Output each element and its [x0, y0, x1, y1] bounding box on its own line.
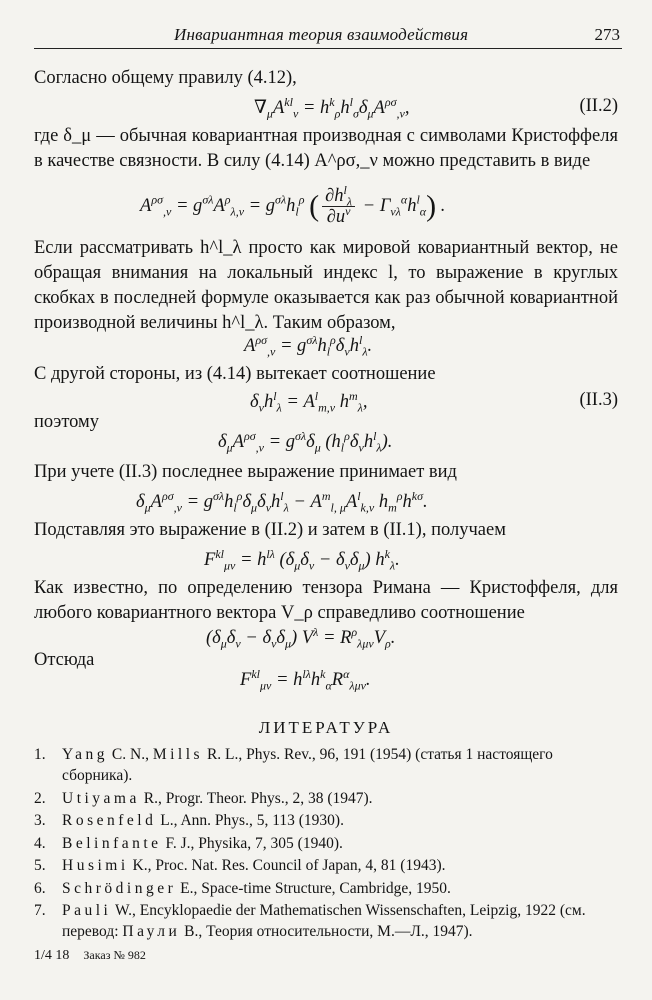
order-number: Заказ № 982 [83, 948, 146, 962]
paragraph-9: Отсюда [34, 650, 95, 670]
equation-number-ii-2: (II.2) [579, 96, 618, 116]
signature-mark: 1/4 18 [34, 948, 70, 963]
equation-riemann: $(\delta_\mu\delta_\nu - \delta_\nu\delta_\mu) V^\lambda = R^\rho_{\lambda\mu\nu}V_\rho$. [206, 624, 396, 651]
equation-a-rho-sigma: $A^{\rho\sigma}_{,\nu} = g^{\sigma\lambda}h_l^\rho\delta_\nu h^l_\lambda$. [244, 332, 373, 359]
running-title: Инвариантная теория взаимодействия [174, 25, 469, 44]
equation-ii-3: $\delta_\nu h^l_\lambda = A^l_{m,\nu}$ $h^m_\lambda$, [250, 388, 368, 415]
equation-covariant-derivative: $A^{\rho\sigma}_{,\nu} = g^{\sigma\lambda}A^\rho_{\lambda,\nu} = g^{\sigma\lambda}h_l^\rho$ ( $\frac{\partial h^l_\lambda}{\partial u^\nu}$ − $\Gamma_{\nu\lambda}^\alpha h^l_\alpha$) . [140, 182, 446, 227]
paragraph-4: С другой стороны, из (4.14) вытекает соотношение [34, 364, 436, 384]
reference-list [34, 744, 622, 944]
running-header [34, 22, 622, 49]
equation-f-kl: $F^{kl}_{\mu\nu} = h^{l\lambda}$ $(\delta_\mu\delta_\nu - \delta_\nu\delta_\mu)$ $h^k_\lambda$. [204, 546, 400, 573]
print-footer [34, 948, 146, 964]
reference-item-4: 4. Belinfante F. J., Physika, 7, 305 (1940). [34, 834, 343, 852]
reference-item-1: 1. Yang C. N., Mills R. L., Phys. Rev., 96, 191 (1954) (статья 1 настоящего сборника). [34, 746, 553, 784]
reference-item-6: 6. Schrödinger E., Space-time Structure, Cambridge, 1950. [34, 879, 451, 897]
reference-item-5: 5. Husimi K., Proc. Nat. Res. Council of Japan, 4, 81 (1943). [34, 857, 446, 874]
paragraph-1: Согласно общему правилу (4.12), [34, 68, 297, 88]
paragraph-3: Если рассматривать h^l_λ просто как мировой ковариантный вектор, не обращая внимания на локальный индекс l, то выражение в круглых скобках в последней формуле оказывается как раз обычной ковариантной производной величины h^l_λ. Таким образом, [34, 238, 618, 333]
paragraph-5: поэтому [34, 412, 100, 432]
paragraph-8: Как известно, по определению тензора Римана — Кристоффеля, для любого ковариантного вектора V_ρ справедливо соотношение [34, 578, 618, 623]
equation-expanded: $\delta_\mu A^{\rho\sigma}_{,\nu} = g^{\sigma\lambda}h_l^\rho\delta_\mu\delta_\nu h^l_\lambda - A^m_{l, \mu}A^l_{k,\nu}$ $h_m^\rho h^{k\sigma}$. [136, 488, 428, 515]
equation-delta-mu: $\delta_\mu A^{\rho\sigma}_{,\nu} = g^{\sigma\lambda}\delta_\mu$ $(h_l^\rho\delta_\nu h^l_\lambda)$. [218, 428, 393, 455]
equation-number-ii-3: (II.3) [579, 390, 618, 410]
reference-item-2: 2. Utiyama R., Progr. Theor. Phys., 2, 38 (1947). [34, 789, 373, 807]
equation-f-riemann: $F^{kl}_{\mu\nu} = h^{l\lambda}h^k_\alpha R^\alpha_{\lambda\mu\nu}$. [240, 666, 371, 693]
reference-item-3: 3. Rosenfeld L., Ann. Phys., 5, 113 (1930). [34, 812, 344, 829]
equation-ii-2: $\nabla_\mu A^{kl}_\nu = h^k_\rho h^l_\sigma\delta_\mu A^{\rho\sigma}_{,\nu}$, [254, 94, 410, 121]
paragraph-2: где δ_μ — обычная ковариантная производная с символами Кристоффеля в качестве связности. В силу (4.14) A^ρσ,_ν можно представить в виде [34, 126, 618, 171]
reference-item-7: 7. Pauli W., Encyklopaedie der Mathematischen Wissenschaften, Leipzig, 1922 (см. перевод: Паули В., Теория относительности, М.—Л., 1947). [34, 902, 586, 940]
literature-heading: ЛИТЕРАТУРА [258, 718, 394, 737]
page-number: 273 [594, 25, 620, 44]
paragraph-7: Подставляя это выражение в (II.2) и затем в (II.1), получаем [34, 520, 506, 540]
paragraph-6: При учете (II.3) последнее выражение принимает вид [34, 462, 457, 482]
